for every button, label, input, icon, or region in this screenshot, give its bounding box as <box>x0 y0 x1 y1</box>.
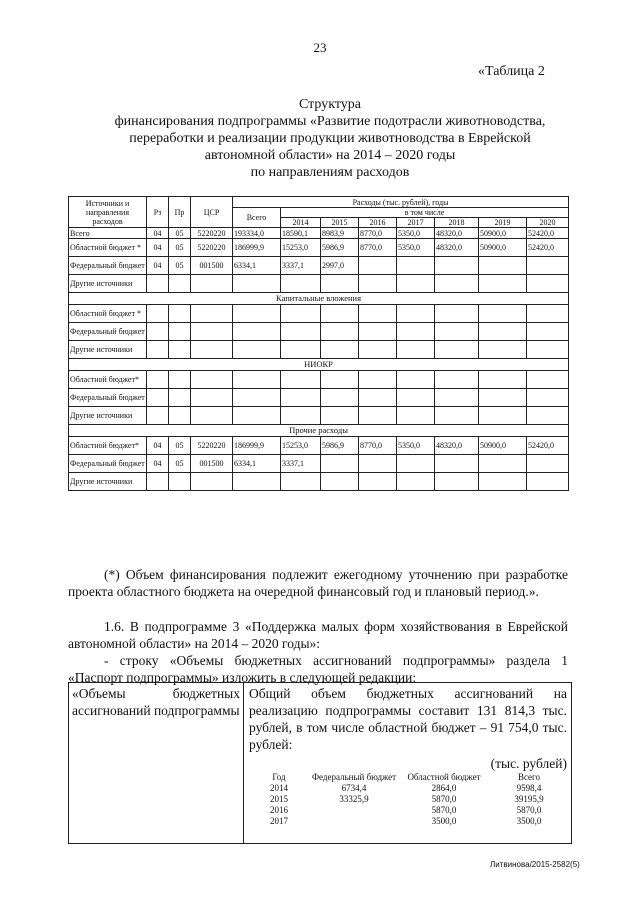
subtable-row <box>249 783 569 794</box>
cell-total: 186999,9 <box>233 437 281 455</box>
cell-federal <box>309 805 399 816</box>
header-total: Всего <box>233 208 281 228</box>
cell-year-value <box>527 305 569 323</box>
cell-total <box>233 305 281 323</box>
subtable-row <box>249 805 569 816</box>
cell-year-value: 8770,0 <box>359 437 397 455</box>
cell-year-value: 48320,0 <box>435 239 479 257</box>
header-year: 2018 <box>435 218 479 228</box>
cell-year-value <box>359 275 397 293</box>
cell-year-value <box>435 257 479 275</box>
cell-year-value <box>435 323 479 341</box>
cell-year-value: 2997,0 <box>321 257 359 275</box>
subtable-header: Федеральный бюджет <box>311 772 397 782</box>
cell-year: 2014 <box>270 783 288 793</box>
cell-year-value <box>479 389 527 407</box>
cell-rz <box>147 371 169 389</box>
cell-year-value: 8770,0 <box>359 239 397 257</box>
cell-total: 193334,0 <box>233 228 281 239</box>
cell-year-value <box>527 455 569 473</box>
cell-year-value: 48320,0 <box>435 437 479 455</box>
cell-regional: 5870,0 <box>431 805 457 815</box>
cell-year-value: 52420,0 <box>527 239 569 257</box>
cell-year-value <box>435 455 479 473</box>
cell-year-value <box>435 407 479 425</box>
cell-year-value <box>479 323 527 341</box>
row-label: Областной бюджет* <box>69 371 147 389</box>
cell-total: 5870,0 <box>516 805 542 815</box>
cell-year-value <box>359 455 397 473</box>
cell-year-value <box>359 407 397 425</box>
cell-year-value <box>479 275 527 293</box>
cell-year: 2016 <box>270 805 288 815</box>
cell-total: 3500,0 <box>516 816 542 826</box>
cell-rz <box>147 389 169 407</box>
budget-subtable <box>249 772 569 827</box>
table-row <box>69 228 569 239</box>
cell-year-value <box>479 257 527 275</box>
cell-federal <box>309 816 399 827</box>
cell-pr <box>169 323 191 341</box>
table-row <box>69 389 569 407</box>
row-label: Другие источники <box>69 473 147 491</box>
budget-box-unit: (тыс. рублей) <box>490 756 567 771</box>
cell-year-value <box>397 371 435 389</box>
cell-year-value: 48320,0 <box>435 228 479 239</box>
title-line: по направлениям расходов <box>250 165 410 180</box>
header-rz: Рз <box>147 197 169 228</box>
cell-year: 2015 <box>270 794 288 804</box>
cell-csr: 001500 <box>191 455 233 473</box>
table-row <box>69 407 569 425</box>
cell-year-value <box>435 305 479 323</box>
cell-year-value: 5986,9 <box>321 437 359 455</box>
footnote <box>68 566 568 600</box>
cell-year-value <box>397 407 435 425</box>
cell-year-value: 18590,1 <box>281 228 321 239</box>
budget-box-text: Общий объем бюджетных ассигнований на реализацию подпрограммы составит 131 814,3 тыс. рублей, в том числе областной бюджет – 91 754,0 тыс. рублей: <box>249 686 567 752</box>
cell-year-value <box>527 341 569 359</box>
section-capital-investments: Капитальные вложения <box>69 293 569 305</box>
cell-csr <box>191 305 233 323</box>
cell-csr: 5220220 <box>191 437 233 455</box>
cell-csr <box>191 389 233 407</box>
cell-total: 39195,9 <box>514 794 544 804</box>
table-row <box>69 473 569 491</box>
cell-year-value <box>359 389 397 407</box>
header-year: 2020 <box>527 218 569 228</box>
cell-year-value <box>359 473 397 491</box>
cell-year-value <box>359 341 397 359</box>
document-footer: Литвинова/2015-2582(5) <box>490 860 580 869</box>
cell-pr <box>169 305 191 323</box>
title-line: Структура <box>298 97 362 112</box>
header-year: 2016 <box>359 218 397 228</box>
cell-rz <box>147 407 169 425</box>
table-row <box>69 323 569 341</box>
cell-year-value <box>321 455 359 473</box>
cell-total <box>233 275 281 293</box>
cell-rz <box>147 305 169 323</box>
cell-year-value: 5350,0 <box>397 239 435 257</box>
cell-year-value <box>397 257 435 275</box>
cell-csr <box>191 323 233 341</box>
cell-total <box>233 323 281 341</box>
cell-csr: 001500 <box>191 257 233 275</box>
cell-csr <box>191 407 233 425</box>
subtable-header: Всего <box>517 772 541 782</box>
cell-rz: 04 <box>147 228 169 239</box>
cell-year-value: 3337,1 <box>281 257 321 275</box>
cell-year-value <box>281 323 321 341</box>
cell-year-value <box>397 275 435 293</box>
cell-pr <box>169 389 191 407</box>
header-pr: Пр <box>169 197 191 228</box>
cell-year-value <box>527 371 569 389</box>
cell-total <box>233 407 281 425</box>
cell-total <box>233 341 281 359</box>
cell-year-value <box>527 257 569 275</box>
cell-year-value <box>359 323 397 341</box>
cell-pr: 05 <box>169 437 191 455</box>
section-niokr: НИОКР <box>69 359 569 371</box>
cell-regional: 3500,0 <box>431 816 457 826</box>
cell-year-value <box>281 371 321 389</box>
cell-year-value <box>281 407 321 425</box>
budget-box-content <box>245 683 571 843</box>
cell-year-value: 5350,0 <box>397 437 435 455</box>
header-csr: ЦСР <box>191 197 233 228</box>
row-label: Областной бюджет* <box>69 437 147 455</box>
cell-year-value <box>435 341 479 359</box>
cell-year-value <box>435 275 479 293</box>
cell-pr: 05 <box>169 239 191 257</box>
cell-rz: 04 <box>147 239 169 257</box>
cell-year-value: 3337,1 <box>281 455 321 473</box>
cell-csr <box>191 371 233 389</box>
cell-pr: 05 <box>169 228 191 239</box>
table-row <box>69 455 569 473</box>
cell-year-value: 5350,0 <box>397 228 435 239</box>
cell-year-value: 52420,0 <box>527 228 569 239</box>
cell-year-value <box>397 455 435 473</box>
cell-year-value <box>527 389 569 407</box>
cell-pr <box>169 341 191 359</box>
row-label: Всего <box>69 228 147 239</box>
cell-rz: 04 <box>147 437 169 455</box>
cell-year-value <box>527 473 569 491</box>
row-label: Федеральный бюджет <box>69 323 147 341</box>
cell-year-value <box>321 371 359 389</box>
cell-pr <box>169 371 191 389</box>
cell-rz: 04 <box>147 257 169 275</box>
cell-pr <box>169 407 191 425</box>
row-label: Другие источники <box>69 407 147 425</box>
subtable-row <box>249 816 569 827</box>
cell-year-value <box>359 305 397 323</box>
cell-year-value <box>479 407 527 425</box>
page-number: 23 <box>313 40 327 55</box>
item-1-6-text: 1.6. В подпрограмме 3 «Поддержка малых форм хозяйствования в Еврейской автономной области» на 2014 – 2020 годы»: <box>68 619 568 651</box>
item-1-6-subtext: - строку «Объемы бюджетных ассигнований подпрограммы» раздела 1 «Паспорт подпрограммы» изложить в следующей редакции: <box>68 653 568 685</box>
cell-year-value <box>281 305 321 323</box>
cell-year-value <box>397 305 435 323</box>
cell-year-value <box>359 257 397 275</box>
row-label: Областной бюджет * <box>69 305 147 323</box>
cell-total: 186999,9 <box>233 239 281 257</box>
budget-box-label: «Объемы бюджетных ассигнований подпрограммы <box>69 683 244 843</box>
cell-year-value <box>321 275 359 293</box>
cell-year-value <box>281 389 321 407</box>
cell-year-value <box>397 341 435 359</box>
budget-allocation-box <box>68 682 572 844</box>
cell-year-value <box>397 389 435 407</box>
cell-pr: 05 <box>169 455 191 473</box>
cell-federal: 33325,9 <box>339 794 369 804</box>
row-label: Другие источники <box>69 275 147 293</box>
table-row <box>69 275 569 293</box>
cell-year-value <box>479 305 527 323</box>
cell-year-value <box>321 389 359 407</box>
cell-total <box>233 389 281 407</box>
header-year: 2017 <box>397 218 435 228</box>
cell-year-value: 52420,0 <box>527 437 569 455</box>
cell-rz: 04 <box>147 455 169 473</box>
cell-year-value <box>281 473 321 491</box>
cell-total <box>233 473 281 491</box>
cell-csr <box>191 473 233 491</box>
cell-csr: 5220220 <box>191 239 233 257</box>
cell-year-value <box>527 407 569 425</box>
cell-year-value <box>397 473 435 491</box>
header-year: 2014 <box>281 218 321 228</box>
cell-year-value <box>479 371 527 389</box>
row-label: Федеральный бюджет <box>69 455 147 473</box>
cell-year-value <box>479 473 527 491</box>
cell-year-value: 5986,9 <box>321 239 359 257</box>
cell-year-value <box>281 275 321 293</box>
cell-year-value <box>321 473 359 491</box>
cell-year-value <box>321 341 359 359</box>
cell-csr <box>191 275 233 293</box>
table-row <box>69 305 569 323</box>
cell-year-value: 8983,9 <box>321 228 359 239</box>
cell-rz <box>147 275 169 293</box>
header-including: в том числе <box>281 208 569 218</box>
header-source: Источники и направления расходов <box>69 197 147 228</box>
cell-year-value <box>435 371 479 389</box>
header-year: 2019 <box>479 218 527 228</box>
cell-pr <box>169 473 191 491</box>
cell-year-value <box>479 455 527 473</box>
header-year: 2015 <box>321 218 359 228</box>
cell-total: 6334,1 <box>233 455 281 473</box>
cell-year-value <box>435 389 479 407</box>
table-row <box>69 239 569 257</box>
cell-year: 2017 <box>270 816 288 826</box>
subtable-header: Областной бюджет <box>407 772 481 782</box>
header-expenses: Расходы (тыс. рублей), годы <box>233 197 569 208</box>
cell-total: 6334,1 <box>233 257 281 275</box>
subtable-header: Год <box>272 772 286 782</box>
row-label: Федеральный бюджет <box>69 257 147 275</box>
subtable-row <box>249 794 569 805</box>
footnote-text: (*) Объем финансирования подлежит ежегодному уточнению при разработке проекта областного бюджета на очередной финансовый год и плановый период.». <box>68 567 568 599</box>
cell-regional: 5870,0 <box>431 794 457 804</box>
cell-year-value <box>281 341 321 359</box>
table-reference: «Таблица 2 <box>478 64 545 79</box>
item-1-6 <box>68 618 568 686</box>
financing-table <box>68 196 569 491</box>
cell-rz <box>147 473 169 491</box>
cell-year-value <box>321 323 359 341</box>
title-line: финансирования подпрограммы «Развитие подотрасли животноводства, <box>114 114 546 129</box>
cell-federal: 6734,4 <box>341 783 367 793</box>
cell-year-value <box>479 341 527 359</box>
table-row <box>69 257 569 275</box>
title-line: автономной области» на 2014 – 2020 годы <box>204 148 456 163</box>
cell-year-value: 50900,0 <box>479 228 527 239</box>
cell-year-value: 50900,0 <box>479 239 527 257</box>
cell-total: 9598,4 <box>516 783 542 793</box>
cell-year-value <box>527 323 569 341</box>
cell-year-value <box>359 371 397 389</box>
cell-rz <box>147 323 169 341</box>
cell-regional: 2864,0 <box>431 783 457 793</box>
table-row <box>69 437 569 455</box>
cell-rz <box>147 341 169 359</box>
table-row <box>69 341 569 359</box>
title-line: переработки и реализации продукции животноводства в Еврейской <box>129 131 531 146</box>
cell-year-value: 15253,0 <box>281 437 321 455</box>
table-row <box>69 371 569 389</box>
cell-year-value <box>397 323 435 341</box>
cell-total <box>233 371 281 389</box>
row-label: Другие источники <box>69 341 147 359</box>
cell-year-value <box>527 275 569 293</box>
cell-year-value: 8770,0 <box>359 228 397 239</box>
cell-pr <box>169 275 191 293</box>
cell-year-value: 15253,0 <box>281 239 321 257</box>
cell-year-value <box>321 305 359 323</box>
row-label: Областной бюджет * <box>69 239 147 257</box>
cell-csr: 5220220 <box>191 228 233 239</box>
cell-year-value <box>435 473 479 491</box>
table-title <box>60 96 600 181</box>
section-other-expenses: Прочие расходы <box>69 425 569 437</box>
cell-year-value <box>321 407 359 425</box>
cell-pr: 05 <box>169 257 191 275</box>
cell-csr <box>191 341 233 359</box>
cell-year-value: 50900,0 <box>479 437 527 455</box>
row-label: Федеральный бюджет <box>69 389 147 407</box>
